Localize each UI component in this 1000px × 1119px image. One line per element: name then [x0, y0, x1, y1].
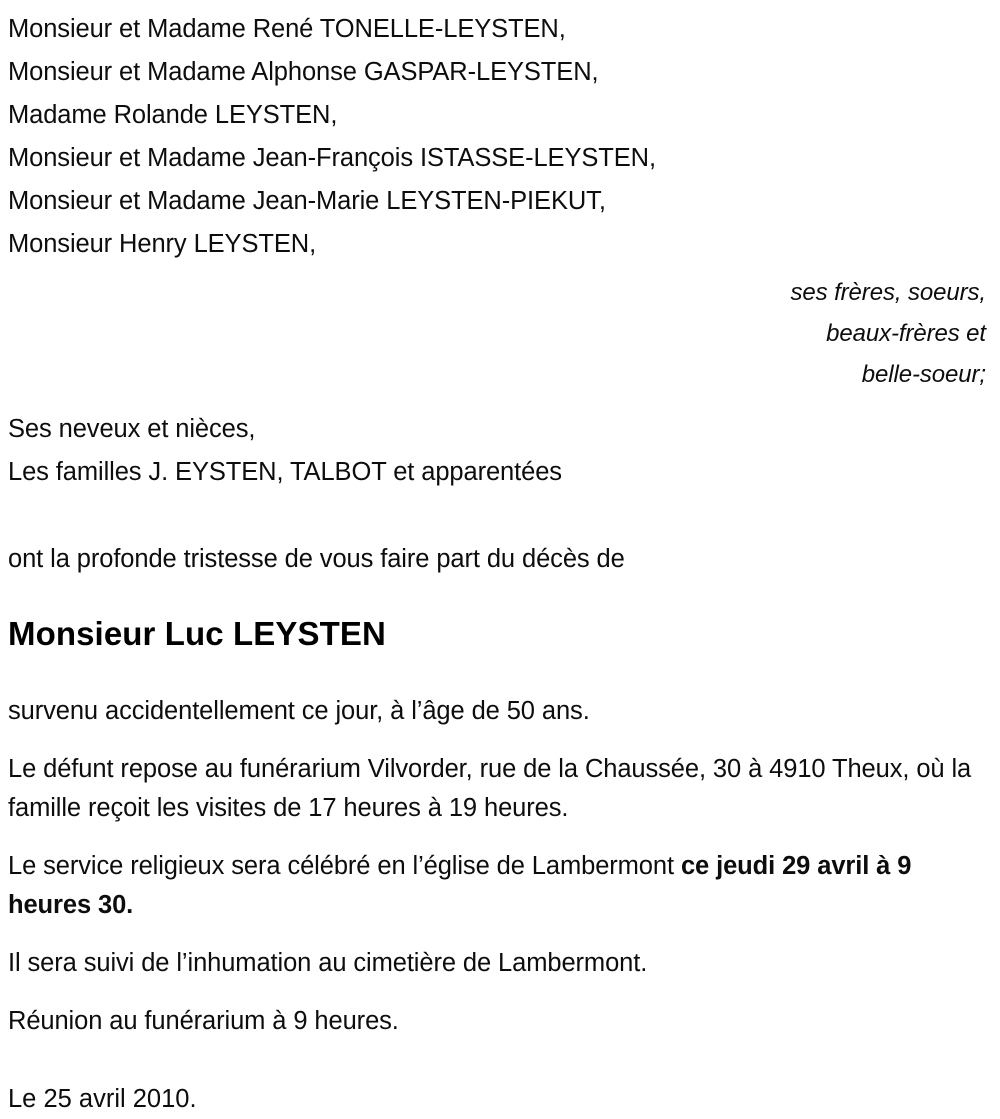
family-list-item: Madame Rolande LEYSTEN,: [8, 101, 338, 129]
family-list-item: Monsieur et Madame René TONELLE-LEYSTEN,: [8, 15, 566, 43]
detail-service-datetime: ce jeudi 29 avril à 9 heures 30.: [8, 852, 912, 919]
kin-list-item: Ses neveux et nièces,: [8, 415, 256, 443]
notice-date: Le 25 avril 2010.: [8, 1085, 197, 1113]
detail-service: [8, 847, 992, 925]
family-list-item: Monsieur et Madame Jean-François ISTASSE-LEYSTEN,: [8, 144, 656, 172]
family-list-item: Monsieur et Madame Jean-Marie LEYSTEN-PIEKUT,: [8, 187, 606, 215]
relations-line: beaux-frères et: [826, 320, 986, 347]
relations-line: ses frères, soeurs,: [790, 279, 986, 306]
detail-service-text: Le service religieux sera célébré en l’église de Lambermont: [8, 852, 681, 880]
kin-list: [8, 408, 992, 494]
deceased-name: Monsieur Luc LEYSTEN: [8, 615, 386, 652]
announcement-lead-in: ont la profonde tristesse de vous faire part du décès de: [8, 545, 625, 573]
relations-line: belle-soeur;: [861, 361, 986, 388]
funeral-details: [8, 692, 992, 1041]
family-list-item: Monsieur et Madame Alphonse GASPAR-LEYSTEN,: [8, 58, 599, 86]
detail-gathering: Réunion au funérarium à 9 heures.: [8, 1007, 399, 1035]
detail-circumstances: survenu accidentellement ce jour, à l’âge de 50 ans.: [8, 697, 590, 725]
kin-list-item: Les familles J. EYSTEN, TALBOT et apparentées: [8, 458, 562, 486]
family-list-item: Monsieur Henry LEYSTEN,: [8, 230, 317, 258]
detail-burial: Il sera suivi de l’inhumation au cimetière de Lambermont.: [8, 949, 648, 977]
relations-descriptor: [8, 272, 992, 395]
detail-repose: Le défunt repose au funérarium Vilvorder, rue de la Chaussée, 30 à 4910 Theux, où la famille reçoit les visites de 17 heures à 19 heures.: [8, 755, 972, 822]
family-list: [8, 0, 992, 266]
